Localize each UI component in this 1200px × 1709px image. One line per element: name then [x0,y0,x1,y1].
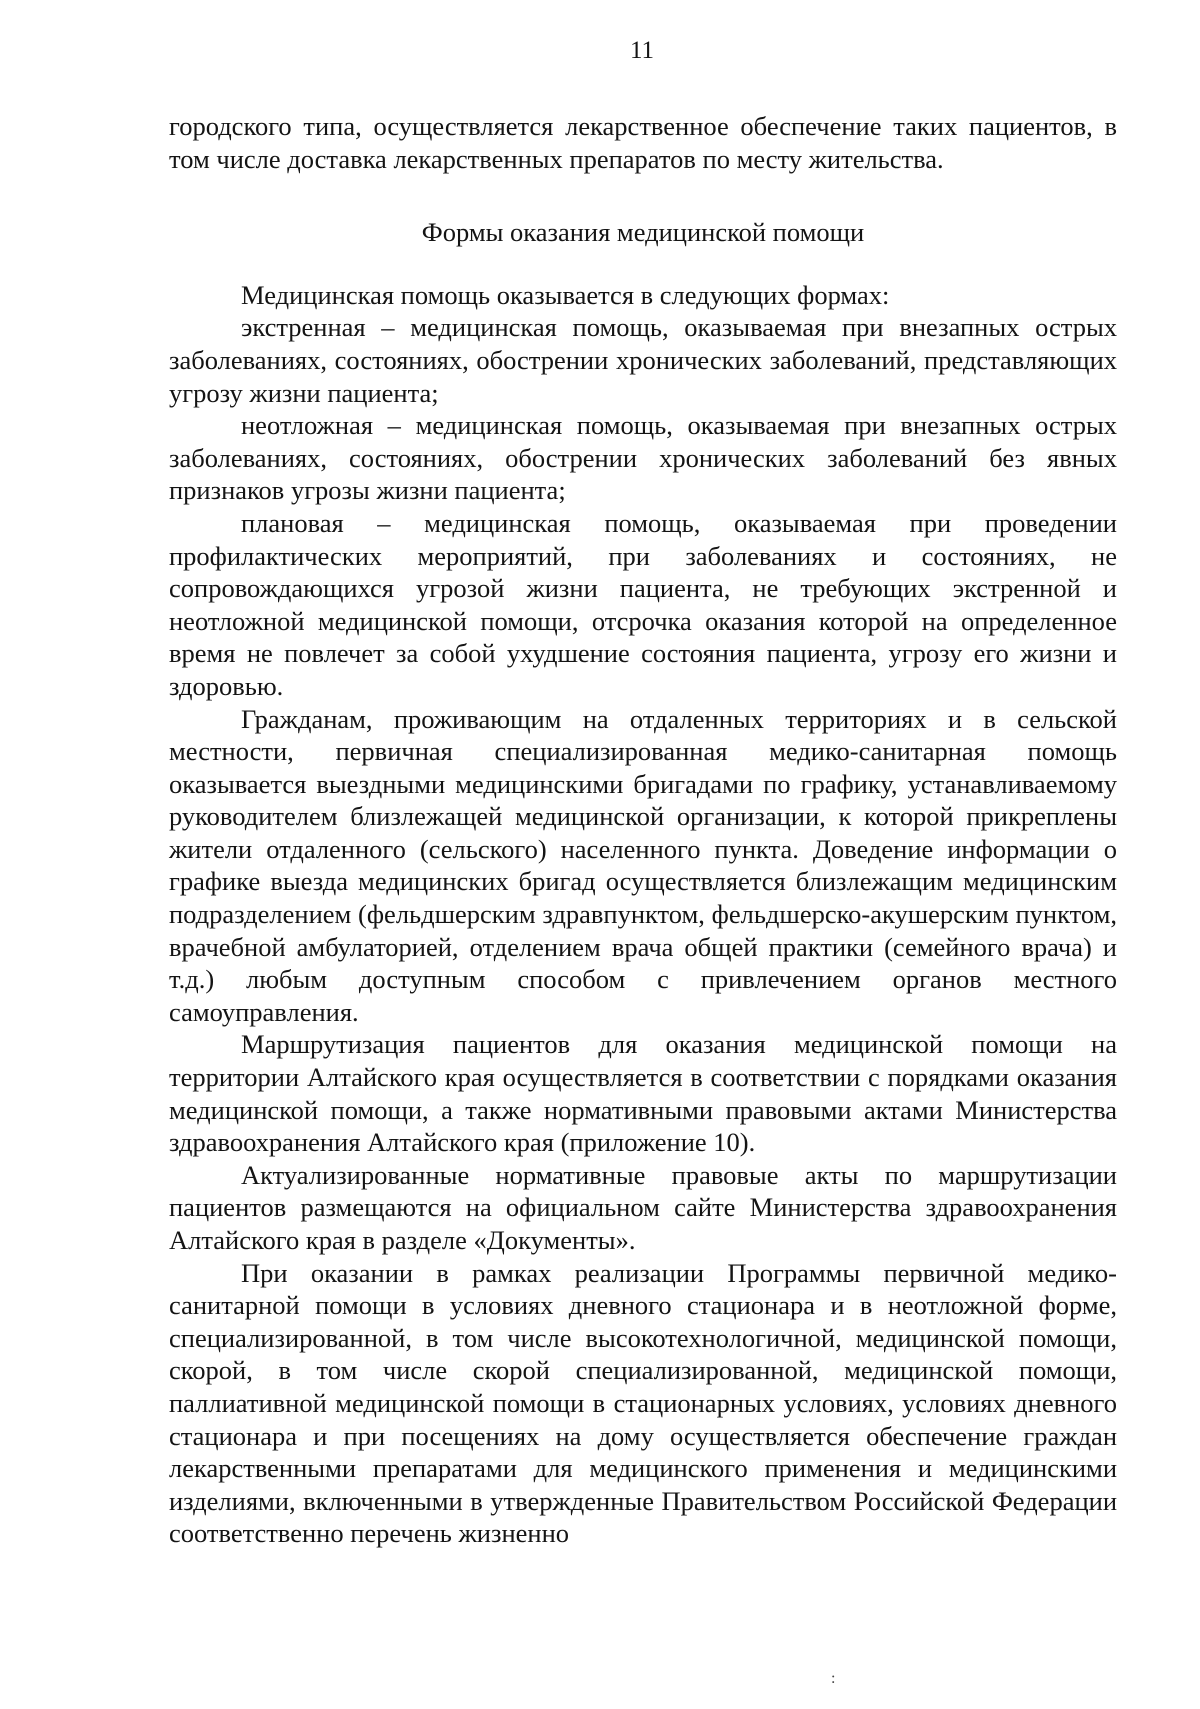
page-number: 11 [629,37,655,64]
emergency-form-paragraph: экстренная – медицинская помощь, оказываемая при внезапных острых заболеваниях, состояниях, обострении хронических заболеваний, представляющих угрозу жизни пациента; [169,312,1117,408]
planned-form-paragraph: плановая – медицинская помощь, оказываемая при проведении профилактических мероприятий, при заболеваниях и состояниях, не сопровождающихся угрозой жизни пациента, не требующих экстренной и неотложной медицинской помощи, отсрочка оказания которой на определенное время не повлечет за собой ухудшение состояния пациента, угрозу его жизни и здоровью. [169,507,1117,701]
drug-provision-paragraph: При оказании в рамках реализации Программы первичной медико-санитарной помощи в условиях дневного стационара и в неотложной форме, специализированной, в том числе высокотехнологичной, медицинской помощи, скорой, в том числе скорой специализированной, медицинской помощи, паллиативной медицинской помощи в стационарных условиях, условиях дневного стационара и при посещениях на дому осуществляется обеспечение граждан лекарственными препаратами для медицинского применения и медицинскими изделиями, включенными в утвержденные Правительством Российской Федерации соответственно перечень жизненно [169,1257,1117,1549]
continuation-paragraph: городского типа, осуществляется лекарственное обеспечение таких пациентов, в том числе доставка лекарственных препаратов по месту жительства. [169,111,1117,174]
document-body [169,110,1117,1550]
urgent-form-paragraph: неотложная – медицинская помощь, оказываемая при внезапных острых заболеваниях, состояниях, обострении хронических заболеваний без явных признаков угрозы жизни пациента; [169,410,1117,506]
routing-paragraph: Маршрутизация пациентов для оказания медицинской помощи на территории Алтайского края осуществляется в соответствии с порядками оказания медицинской помощи, а также нормативными правовыми актами Министерства здравоохранения Алтайского края (приложение 10). [169,1029,1117,1158]
section-heading: Формы оказания медицинской помощи [421,217,865,248]
remote-areas-paragraph: Гражданам, проживающим на отдаленных территориях и в сельской местности, первичная специализированная медико-санитарная помощь оказывается выездными медицинскими бригадами по графику, устанавливаемому руководителем близлежащей медицинской организации, к которой прикреплены жители отдаленного (сельского) населенного пункта. Доведение информации о графике выезда медицинских бригад осуществляется близлежащим медицинским подразделением (фельдшерским здравпунктом, фельдшерско-акушерским пунктом, врачебной амбулаторией, отделением врача общей практики (семейного врача) и т.д.) любым доступным способом с привлечением органов местного самоуправления. [169,703,1117,1027]
intro-paragraph: Медицинская помощь оказывается в следующих формах: [241,279,890,310]
scan-mark: : [831,1670,836,1687]
routing-acts-paragraph: Актуализированные нормативные правовые акты по маршрутизации пациентов размещаются на официальном сайте Министерства здравоохранения Алтайского края в разделе «Документы». [169,1159,1117,1255]
